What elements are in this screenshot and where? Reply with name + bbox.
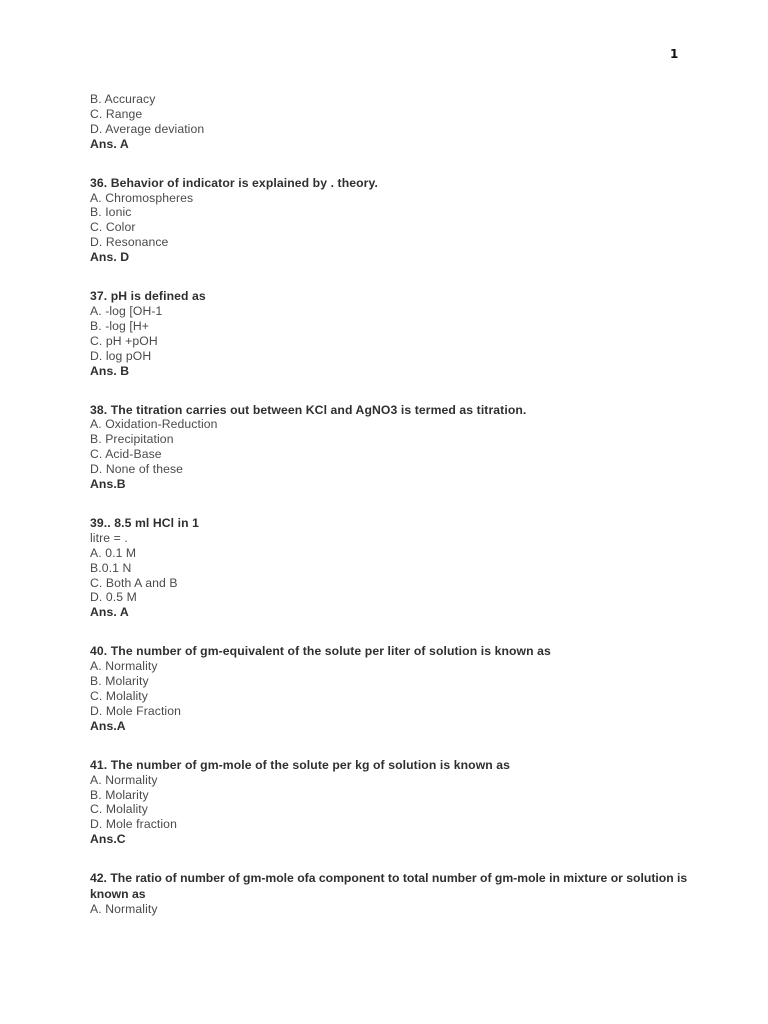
- question-text: 40. The number of gm-equivalent of the solute per liter of solution is known as: [90, 644, 551, 659]
- option-line: A. Normality: [90, 772, 158, 787]
- option-line: C. Color: [90, 220, 136, 235]
- option-line: D. Mole fraction: [90, 817, 177, 832]
- question-text: 41. The number of gm-mole of the solute per kg of solution is known as: [90, 757, 511, 772]
- question-block-35: [90, 92, 690, 152]
- option-line: B. -log [H+: [90, 318, 150, 333]
- option-line: C. Acid-Base: [90, 447, 162, 462]
- option-line: C. Molality: [90, 689, 148, 703]
- answer-line: Ans. D: [90, 250, 130, 265]
- question-block-41: [90, 758, 690, 847]
- question-text: 37. pH is defined as: [90, 289, 206, 304]
- answer-line: Ans. A: [90, 136, 129, 151]
- option-line: B. Accuracy: [90, 92, 156, 106]
- option-line: C. Both A and B: [90, 575, 178, 590]
- question-block-42: [90, 871, 690, 917]
- option-line: A. Chromospheres: [90, 190, 194, 205]
- option-line: D. 0.5 M: [90, 590, 137, 605]
- question-block-36: [90, 176, 690, 265]
- question-continuation: litre = .: [90, 530, 128, 545]
- option-line: C. pH +pOH: [90, 333, 158, 348]
- option-line: A. -log [OH-1: [90, 303, 163, 318]
- page-number: 1: [670, 47, 679, 61]
- option-line: B.0.1 N: [90, 560, 132, 575]
- answer-line: Ans.A: [90, 718, 126, 733]
- answer-line: Ans. B: [90, 363, 130, 378]
- option-line: D. Resonance: [90, 235, 169, 250]
- option-line: C. Range: [90, 106, 143, 121]
- option-line: A. Normality: [90, 902, 158, 917]
- option-line: B. Ionic: [90, 205, 132, 220]
- question-text: 42. The ratio of number of gm-mole ofa component to total number of gm-mole in mixture or solution is known as: [90, 871, 688, 901]
- question-block-38: [90, 403, 690, 492]
- document-body: [90, 92, 690, 917]
- option-line: D. None of these: [90, 462, 184, 477]
- option-line: B. Precipitation: [90, 432, 174, 447]
- option-line: B. Molarity: [90, 674, 149, 689]
- question-block-37: [90, 289, 690, 378]
- answer-line: Ans.B: [90, 477, 126, 492]
- question-block-39: [90, 516, 690, 620]
- question-text: 38. The titration carries out between KCl and AgNO3 is termed as titration.: [90, 402, 527, 417]
- option-line: C. Molality: [90, 802, 148, 817]
- answer-line: Ans. A: [90, 605, 129, 620]
- option-line: A. Normality: [90, 659, 158, 674]
- option-line: D. log pOH: [90, 348, 152, 363]
- option-line: D. Mole Fraction: [90, 703, 182, 718]
- question-text: 36. Behavior of indicator is explained by . theory.: [90, 175, 378, 190]
- question-block-40: [90, 644, 690, 733]
- option-line: B. Molarity: [90, 787, 149, 802]
- option-line: A. 0.1 M: [90, 545, 137, 560]
- question-text: 39.. 8.5 ml HCl in 1: [90, 515, 200, 530]
- option-line: A. Oxidation-Reduction: [90, 417, 218, 432]
- answer-line: Ans.C: [90, 832, 126, 847]
- option-line: D. Average deviation: [90, 121, 205, 136]
